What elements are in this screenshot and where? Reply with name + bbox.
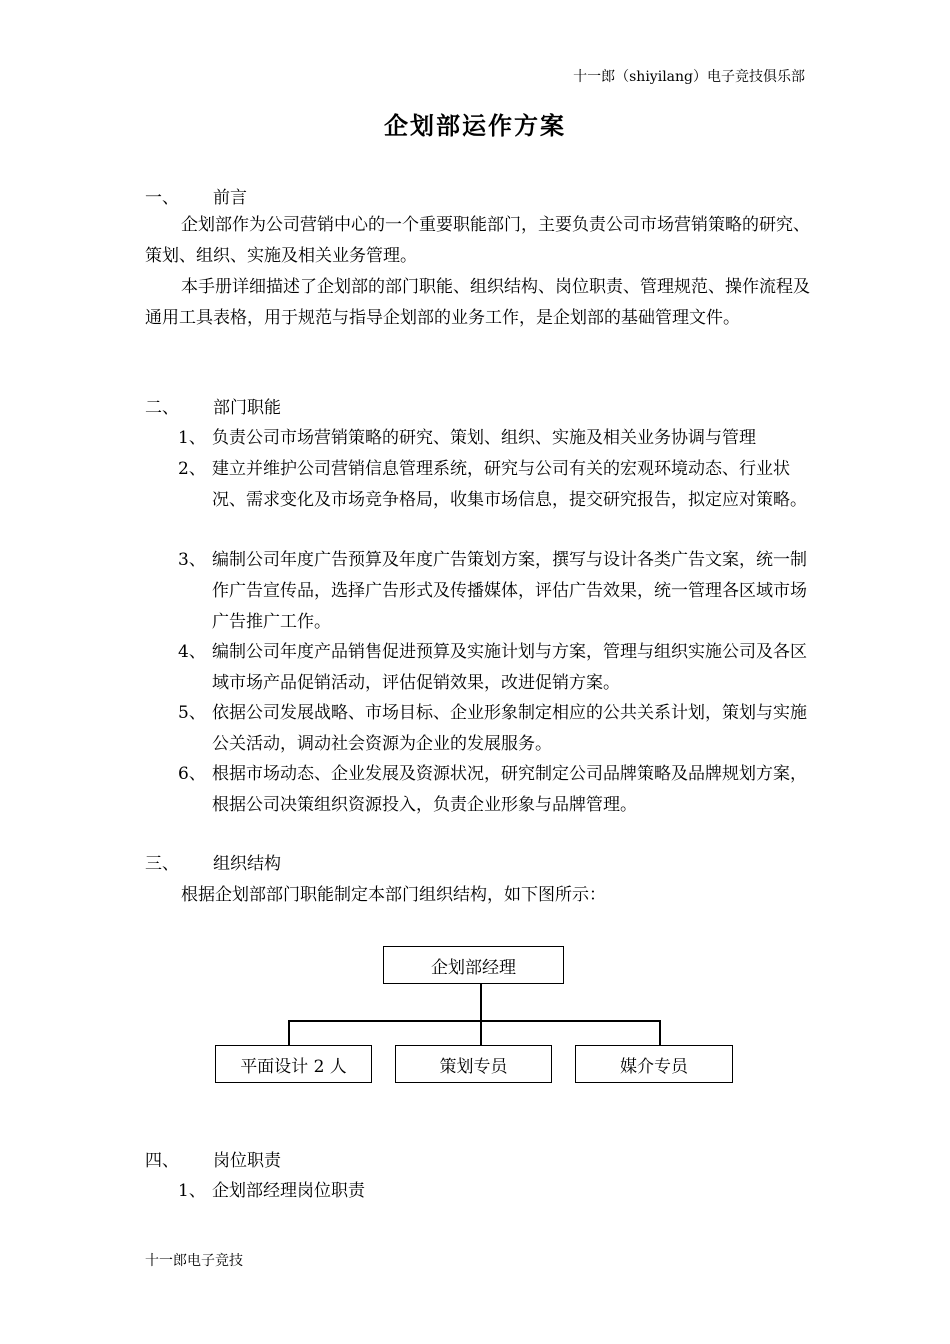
org-connector-horizontal (288, 1020, 661, 1022)
section-1-paragraph-1: 企划部作为公司营销中心的一个重要职能部门，主要负责公司市场营销策略的研究、策划、组织、实施及相关业务管理。 (145, 215, 810, 266)
function-item-text: 依据公司发展战略、市场目标、企业形象制定相应的公共关系计划，策划与实施公关活动，调动社会资源为企业的发展服务。 (212, 703, 807, 754)
section-3-title: 组织结构 (213, 854, 281, 874)
org-box-media-specialist: 媒介专员 (575, 1045, 733, 1083)
function-item-number: 3、 (178, 550, 206, 570)
section-4-number: 四、 (145, 1151, 179, 1171)
page-footer: 十一郎电子竞技 (145, 1253, 243, 1269)
function-item-number: 4、 (178, 642, 206, 662)
org-box-graphic-design: 平面设计 2 人 (215, 1045, 372, 1083)
org-connector-vertical (480, 984, 482, 1021)
org-box-planning-specialist: 策划专员 (395, 1045, 552, 1083)
section-4-title: 岗位职责 (213, 1151, 281, 1171)
page-header: 十一郎（shiyilang）电子竞技俱乐部 (573, 69, 805, 85)
org-box-manager: 企划部经理 (383, 946, 564, 984)
section-1-number: 一、 (145, 188, 179, 208)
section-2-number: 二、 (145, 398, 179, 418)
section-1-paragraph-2: 本手册详细描述了企划部的部门职能、组织结构、岗位职责、管理规范、操作流程及通用工具表格，用于规范与指导企划部的业务工作，是企划部的基础管理文件。 (145, 277, 810, 328)
function-item-number: 6、 (178, 764, 206, 784)
function-item-number: 5、 (178, 703, 206, 723)
function-item-text: 建立并维护公司营销信息管理系统，研究与公司有关的宏观环境动态、行业状况、需求变化及市场竞争格局，收集市场信息，提交研究报告，拟定应对策略。 (212, 459, 807, 510)
org-connector-middle (480, 1020, 482, 1046)
section-1-title: 前言 (213, 188, 247, 208)
duty-item-text: 企划部经理岗位职责 (212, 1181, 365, 1201)
function-item-number: 1、 (178, 428, 206, 448)
function-item-text: 根据市场动态、企业发展及资源状况，研究制定公司品牌策略及品牌规划方案，根据公司决策组织资源投入，负责企业形象与品牌管理。 (212, 764, 807, 815)
function-item-text: 编制公司年度产品销售促进预算及实施计划与方案，管理与组织实施公司及各区域市场产品促销活动，评估促销效果，改进促销方案。 (212, 642, 807, 693)
function-item-text: 负责公司市场营销策略的研究、策划、组织、实施及相关业务协调与管理 (212, 428, 756, 448)
section-3-intro: 根据企划部部门职能制定本部门组织结构，如下图所示： (181, 885, 606, 905)
function-item-number: 2、 (178, 459, 206, 479)
org-connector-left (288, 1020, 290, 1046)
org-connector-right (659, 1020, 661, 1046)
document-title: 企划部运作方案 (384, 112, 566, 140)
section-3-number: 三、 (145, 854, 179, 874)
section-2-title: 部门职能 (213, 398, 281, 418)
duty-item-number: 1、 (178, 1181, 206, 1201)
function-item-text: 编制公司年度广告预算及年度广告策划方案，撰写与设计各类广告文案，统一制作广告宣传品，选择广告形式及传播媒体，评估广告效果，统一管理各区域市场广告推广工作。 (212, 550, 807, 632)
